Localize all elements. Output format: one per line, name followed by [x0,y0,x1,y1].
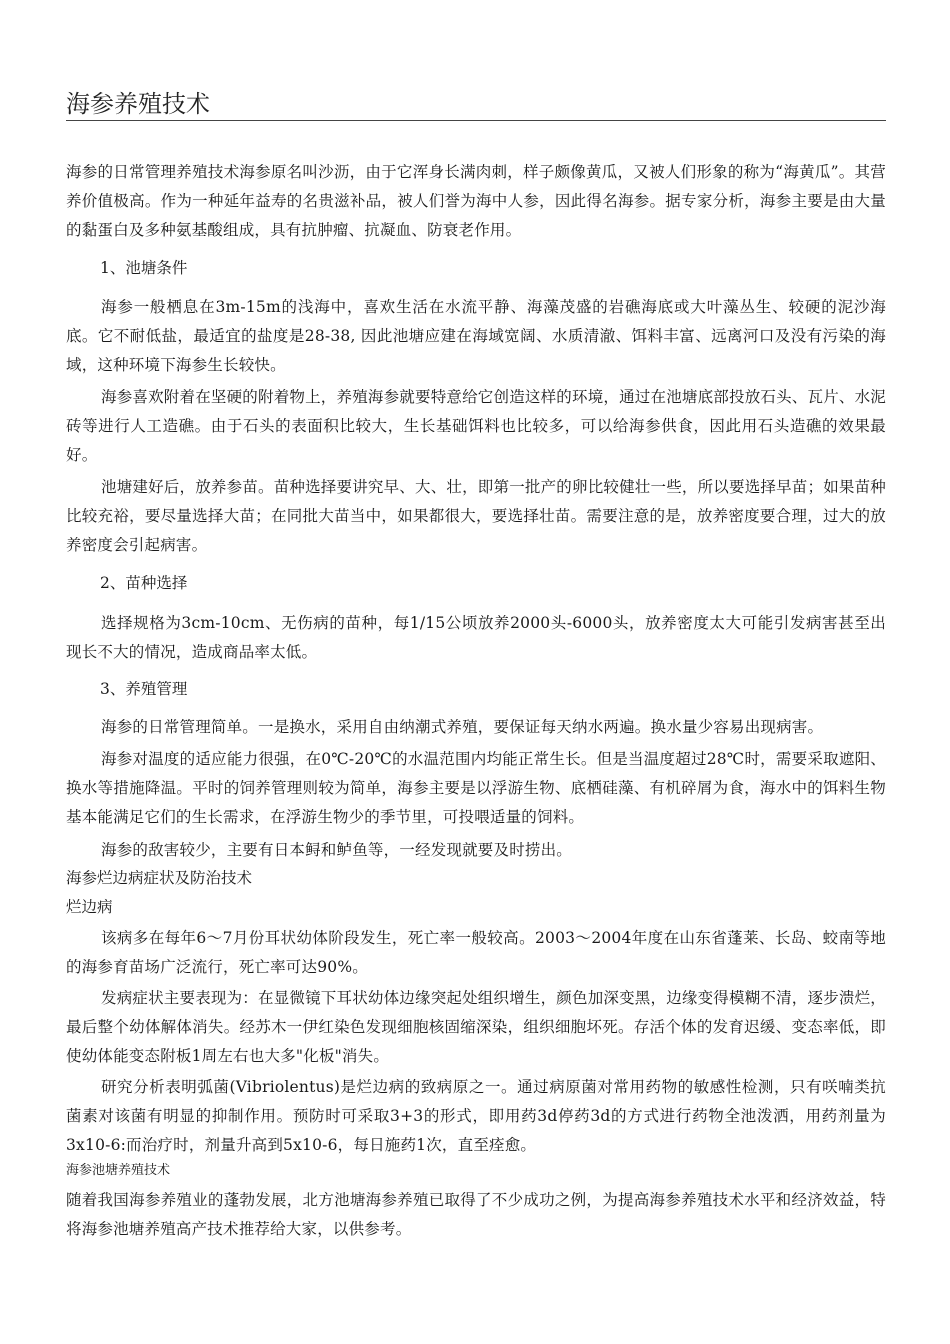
disease-paragraph-1: 该病多在每年6～7月份耳状幼体阶段发生，死亡率一般较高。2003～2004年度在山东省蓬莱、长岛、蛟南等地的海参育苗场广泛流行，死亡率可达90%。 [66,929,886,976]
intro-paragraph: 海参的日常管理养殖技术海参原名叫沙沥，由于它浑身长满肉刺，样子颇像黄瓜，又被人们形象的称为“海黄瓜”。其营养价值极高。作为一种延年益寿的名贵滋补品，被人们誉为海中人参，因此得名海参。据专家分析，海参主要是由大量的黏蛋白及多种氨基酸组成，具有抗肿瘤、抗凝血、防衰老作用。 [66,163,886,239]
section-1-paragraph-3: 池塘建好后，放养参苗。苗种选择要讲究早、大、壮，即第一批产的卵比较健壮一些，所以要选择早苗；如果苗种比较充裕，要尽量选择大苗；在同批大苗当中，如果都很大，要选择壮苗。需要注意的是，放养密度要合理，过大的放养密度会引起病害。 [66,478,887,554]
pond-paragraph-1: 随着我国海参养殖业的蓬勃发展，北方池塘海参养殖已取得了不少成功之例，为提高海参养殖技术水平和经济效益，特将海参池塘养殖高产技术推荐给大家，以供参考。 [66,1191,886,1238]
pond-heading: 海参池塘养殖技术 [66,1163,171,1178]
section-2-heading: 2、苗种选择 [100,574,188,592]
section-2-paragraph-1: 选择规格为3cm-10cm、无伤病的苗种，每1/15公顷放养2000头-6000头，放养密度太大可能引发病害甚至出现长不大的情况，造成商品率太低。 [66,614,886,661]
disease-paragraph-2: 发病症状主要表现为：在显微镜下耳状幼体边缘突起处组织增生，颜色加深变黑，边缘变得模糊不清，逐步溃烂，最后整个幼体解体消失。经苏木一伊红染色发现细胞核固缩深染，组织细胞坏死。存活个体的发育迟缓、变态率低，即使幼体能变态附板1周左右也大多"化板"消失。 [66,989,887,1065]
disease-paragraph-3: 研究分析表明弧菌(Vibriolentus)是烂边病的致病原之一。通过病原菌对常用药物的敏感性检测，只有咲喃类抗菌素对该菌有明显的抑制作用。预防时可采取3+3的形式，即用药3d停药3d的方式进行药物全池泼洒，用药剂量为3x10-6:而治疗时，剂量升高到5x10-6，每日施药1次，直至痊愈。 [66,1078,886,1154]
disease-heading: 海参烂边病症状及防治技术 [66,869,253,887]
section-3-paragraph-2: 海参对温度的适应能力很强，在0℃-20℃的水温范围内均能正常生长。但是当温度超过28℃时，需要采取遮阳、换水等措施降温。平时的饲养管理则较为简单，海参主要是以浮游生物、底栖硅藻、有机碎屑为食，海水中的饵料生物基本能满足它们的生长需求，在浮游生物少的季节里，可投喂适量的饲料。 [66,750,886,826]
disease-subheading: 烂边病 [66,898,113,916]
document-title: 海参养殖技术 [66,88,886,121]
section-1-heading: 1、池塘条件 [100,259,188,277]
section-3-paragraph-3: 海参的敌害较少，主要有日本鲟和鲈鱼等，一经发现就要及时捞出。 [101,841,573,859]
section-1-paragraph-2: 海参喜欢附着在坚硬的附着物上，养殖海参就要特意给它创造这样的环境，通过在池塘底部投放石头、瓦片、水泥砖等进行人工造礁。由于石头的表面积比较大，生长基础饵料也比较多，可以给海参供食，因此用石头造礁的效果最好。 [66,388,887,464]
section-3-heading: 3、养殖管理 [100,680,188,698]
section-1-paragraph-1: 海参一般栖息在3m-15m的浅海中，喜欢生活在水流平静、海藻茂盛的岩礁海底或大叶藻丛生、较硬的泥沙海底。它不耐低盐，最适宜的盐度是28-38, 因此池塘应建在海域宽阔、水质清澈、饵料丰富、远离河口及没有污染的海域，这种环境下海参生长较快。 [66,298,886,374]
section-3-paragraph-1: 海参的日常管理简单。一是换水，采用自由纳潮式养殖，要保证每天纳水两遍。换水量少容易出现病害。 [101,718,824,736]
